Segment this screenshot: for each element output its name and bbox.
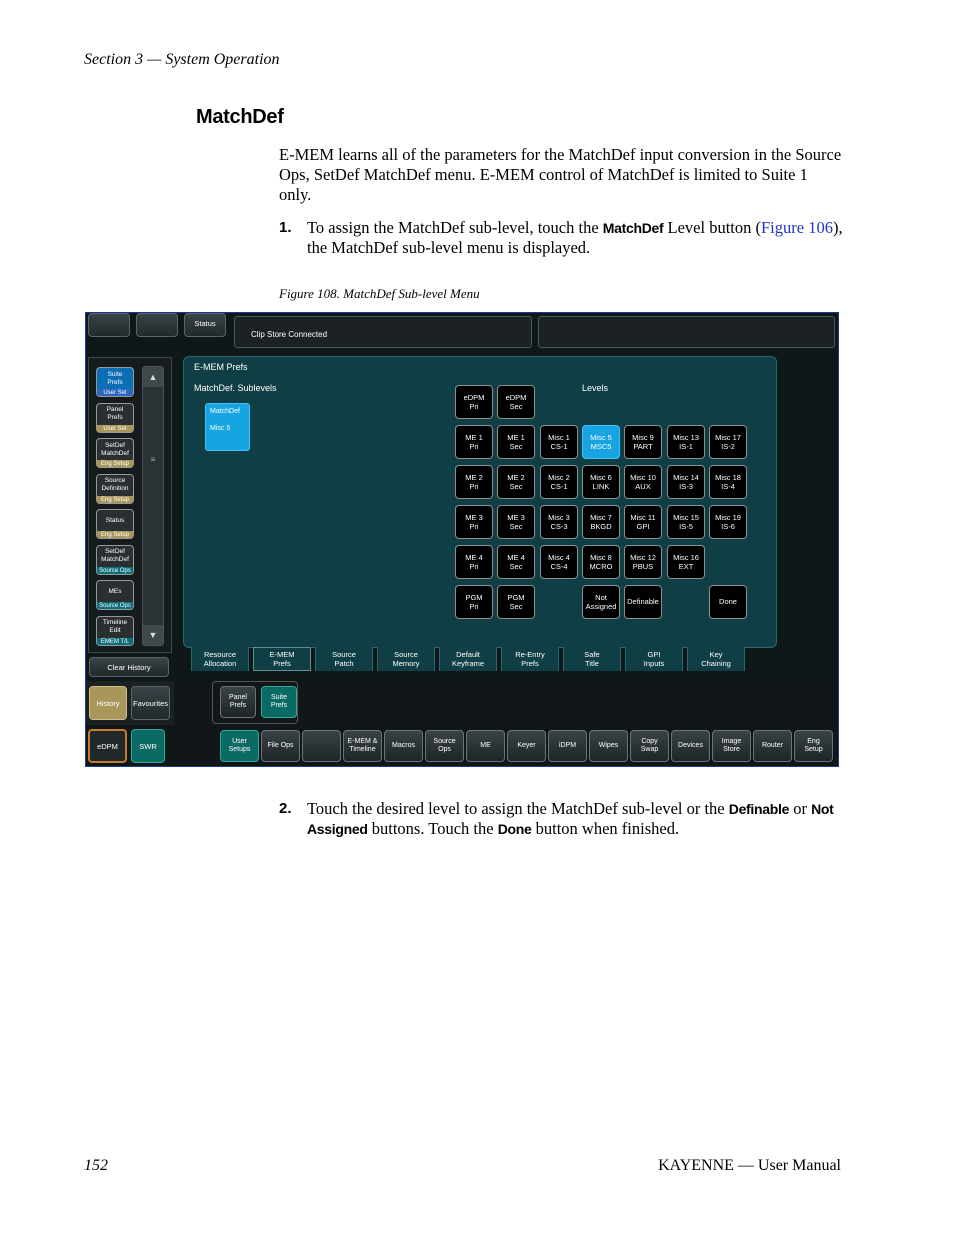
- history-label: History: [96, 698, 120, 708]
- button-label-line-1: E-MEM &: [347, 737, 378, 745]
- section-header: Section 3 — System Operation: [84, 51, 280, 68]
- tab-re-entry-prefs[interactable]: [501, 647, 559, 671]
- tab-default-keyframe[interactable]: [439, 647, 497, 671]
- button-label-line-2: Pri: [469, 442, 479, 451]
- sidebar-item-line-1: MEs: [108, 587, 122, 595]
- sidebar-item-category: EMEM T/L: [97, 638, 133, 646]
- sidebar-item-suite-prefs[interactable]: [96, 367, 134, 397]
- nav-file-ops-button[interactable]: [261, 730, 300, 762]
- button-label-line-1: Router: [761, 741, 783, 749]
- status-message: Clip Store Connected: [251, 330, 328, 339]
- figure-caption: Figure 108. MatchDef Sub-level Menu: [279, 286, 480, 301]
- sidebar-item-mes[interactable]: [96, 580, 134, 610]
- sidebar-item-line-2: MatchDef: [101, 556, 129, 563]
- panel-title: E-MEM Prefs: [194, 362, 248, 372]
- level-me-1-sec-button[interactable]: [497, 425, 535, 459]
- sidebar-item-line-1: Status: [105, 516, 125, 524]
- button-label-line-1: Key: [709, 650, 723, 659]
- button-label-line-1: Done: [719, 597, 737, 607]
- top-blank-button-1[interactable]: [88, 313, 130, 337]
- level-me-2-pri-button[interactable]: [455, 465, 493, 499]
- level-definable-button[interactable]: [624, 585, 662, 619]
- button-label-line-2: Pri: [469, 562, 479, 571]
- button-label-line-2: Sec: [509, 522, 523, 531]
- status-label: Status: [194, 319, 216, 328]
- favourites-button[interactable]: [131, 686, 170, 720]
- button-label-line-2: CS-3: [550, 522, 568, 531]
- scroll-up-icon[interactable]: ▲: [143, 367, 163, 387]
- edpm-button[interactable]: [88, 729, 127, 763]
- button-label-line-2: Pri: [469, 602, 479, 611]
- level-me-4-pri-button[interactable]: [455, 545, 493, 579]
- button-label-line-1: PGM: [507, 592, 525, 602]
- sublevel-label: MatchDef: [210, 408, 240, 415]
- favourites-label: Favourites: [132, 698, 168, 708]
- level-pgm-sec-button[interactable]: [497, 585, 535, 619]
- button-label-line-2: CS-4: [550, 562, 568, 571]
- button-label-line-2: CS-1: [550, 482, 568, 491]
- sidebar-item-category: Eng Setup: [97, 531, 133, 539]
- level-me-4-sec-button[interactable]: [497, 545, 535, 579]
- nav-e-mem-timeline-button[interactable]: [343, 730, 382, 762]
- button-label-line-2: Setup: [804, 746, 823, 753]
- button-label-line-2: Keyframe: [451, 659, 485, 668]
- level-edpm-sec-button[interactable]: [497, 385, 535, 419]
- not-assigned-keyword: Not Assigned: [307, 801, 834, 837]
- button-label-line-2: BKGD: [590, 522, 612, 531]
- nav-me-button[interactable]: [466, 730, 505, 762]
- sidebar-item-line-1: SetDef: [105, 441, 125, 449]
- button-label-line-2: Prefs: [521, 659, 539, 668]
- button-label-line-2: Timeline: [349, 746, 376, 753]
- sidebar-item-line-1: Timeline: [102, 619, 128, 626]
- button-label-line-1: Panel: [229, 693, 247, 701]
- button-label-line-1: Eng: [807, 737, 820, 745]
- button-label-line-1: GPI: [647, 650, 661, 659]
- sidebar-item-setdef-matchdef[interactable]: [96, 545, 134, 575]
- tab-safe-title[interactable]: [563, 647, 621, 671]
- button-label-line-2: Pri: [469, 402, 479, 411]
- button-label-line-2: Inputs: [643, 659, 665, 668]
- sublevel-value: Misc 5: [210, 425, 231, 432]
- sidebar-item-title: [97, 475, 133, 496]
- step-1: [279, 218, 844, 258]
- nav-idpm-button[interactable]: [548, 730, 587, 762]
- level-misc-4-cs-4-button[interactable]: [540, 545, 578, 579]
- button-label-line-1: PGM: [465, 592, 483, 602]
- done-keyword: Done: [497, 821, 532, 837]
- button-label-line-2: Sec: [509, 562, 523, 571]
- step-2-number: 2.: [279, 800, 292, 817]
- button-label-line-2: IS-2: [721, 442, 735, 451]
- status-button[interactable]: [184, 313, 226, 337]
- button-label-line-2: Swap: [640, 746, 659, 753]
- step-2-text-2: or: [789, 799, 812, 818]
- subtab-panel-prefs[interactable]: [220, 686, 256, 718]
- button-label-line-2: Patch: [334, 659, 354, 668]
- button-label-line-2: PBUS: [632, 562, 654, 571]
- edpm-label: eDPM: [97, 741, 118, 751]
- tab-source-memory[interactable]: [377, 647, 435, 671]
- nav-keyer-button[interactable]: [507, 730, 546, 762]
- level-edpm-pri-button[interactable]: [455, 385, 493, 419]
- sidebar-item-category: Eng Setup: [97, 460, 133, 468]
- step-2-text-3: buttons. Touch the: [367, 819, 498, 838]
- tab-resource-allocation[interactable]: [191, 647, 249, 671]
- clear-history-button[interactable]: [89, 657, 169, 677]
- button-label-line-2: Sec: [509, 482, 523, 491]
- button-label-line-1: Misc 9: [632, 432, 654, 442]
- top-blank-button-2[interactable]: [136, 313, 178, 337]
- button-label-line-1: File Ops: [267, 741, 294, 749]
- button-label-line-2: Memory: [392, 659, 420, 668]
- button-label-line-1: Image: [721, 737, 742, 745]
- button-label-line-2: Pri: [469, 522, 479, 531]
- definable-keyword: Definable: [728, 801, 790, 817]
- sidebar-item-panel-prefs[interactable]: [96, 403, 134, 433]
- sidebar-item-source-definition[interactable]: [96, 474, 134, 504]
- nav-copy-swap-button[interactable]: [630, 730, 669, 762]
- button-label-line-2: Store: [723, 746, 740, 753]
- button-label-line-2: IS-6: [721, 522, 735, 531]
- sidebar-item-title: [97, 581, 133, 602]
- nav-wipes-button[interactable]: [589, 730, 628, 762]
- sublevel-matchdef-misc5[interactable]: [205, 403, 250, 451]
- button-label-line-1: ME: [480, 741, 491, 749]
- step-2-text-1: Touch the desired level to assign the MatchDef sub-level or the: [307, 799, 729, 818]
- button-label-line-2: IS-5: [679, 522, 693, 531]
- button-label-line-1: Misc 16: [673, 552, 699, 562]
- level-misc-19-is-6-button[interactable]: [709, 505, 747, 539]
- button-label-line-1: ME 4: [507, 552, 525, 562]
- step-1-text-end: ), the MatchDef sub-level menu is displayed.: [307, 218, 843, 257]
- button-label-line-2: Pri: [469, 482, 479, 491]
- button-label-line-1: Not: [595, 592, 607, 602]
- button-label-line-1: Definable: [627, 597, 659, 607]
- button-label-line-2: IS-3: [679, 482, 693, 491]
- button-label-line-1: Misc 11: [630, 512, 656, 522]
- button-label-line-2: CS-1: [550, 442, 568, 451]
- sidebar-item-line-1: Source: [104, 477, 126, 484]
- sidebar-item-line-1: SetDef: [105, 548, 125, 555]
- sidebar-item-title: [97, 404, 133, 425]
- nav-image-store-button[interactable]: [712, 730, 751, 762]
- level-misc-17-is-2-button[interactable]: [709, 425, 747, 459]
- step-2: [279, 799, 844, 839]
- button-label-line-1: Source: [433, 737, 456, 745]
- sidebar-item-category: User Set: [97, 389, 133, 397]
- button-label-line-1: Source: [394, 650, 418, 659]
- button-label-line-2: Assigned: [585, 602, 617, 611]
- status-box-2: [538, 316, 835, 348]
- button-label-line-2: LINK: [592, 482, 610, 491]
- button-label-line-1: Misc 6: [590, 472, 612, 482]
- sidebar-item-category: Source Ops: [97, 567, 133, 575]
- matchdef-keyword: MatchDef: [602, 220, 664, 236]
- button-label-line-1: ME 2: [465, 472, 483, 482]
- level-misc-8-mcro-button[interactable]: [582, 545, 620, 579]
- sidebar-item-setdef-matchdef[interactable]: [96, 438, 134, 468]
- nav-eng-setup-button[interactable]: [794, 730, 833, 762]
- button-label-line-1: Misc 8: [590, 552, 612, 562]
- nav-user-setups-button[interactable]: [220, 730, 259, 762]
- level-misc-7-bkgd-button[interactable]: [582, 505, 620, 539]
- level-misc-5-msc5-button[interactable]: [582, 425, 620, 459]
- sidebar-item-line-2: Prefs: [107, 414, 123, 421]
- clear-history-label: Clear History: [107, 662, 151, 672]
- sidebar-item-title: [97, 510, 133, 531]
- button-label-line-1: eDPM: [463, 392, 485, 402]
- step-2-text-4: button when finished.: [531, 819, 680, 838]
- button-label-line-1: Safe: [584, 650, 600, 659]
- button-label-line-2: Sec: [509, 402, 523, 411]
- button-label-line-1: User: [232, 737, 247, 745]
- level-me-3-sec-button[interactable]: [497, 505, 535, 539]
- button-label-line-2: AUX: [635, 482, 651, 491]
- button-label-line-1: Misc 2: [548, 472, 570, 482]
- button-label-line-2: Allocation: [203, 659, 237, 668]
- step-1-text-mid: Level button (: [663, 218, 761, 237]
- button-label-line-2: MSC5: [590, 442, 612, 451]
- level-me-1-pri-button[interactable]: [455, 425, 493, 459]
- sidebar-item-category: User Set: [97, 425, 133, 433]
- button-label-line-1: Misc 5: [590, 432, 612, 442]
- nav-macros-button[interactable]: [384, 730, 423, 762]
- level-misc-14-is-3-button[interactable]: [667, 465, 705, 499]
- button-label-line-1: Keyer: [517, 741, 536, 749]
- button-label-line-1: Source: [332, 650, 356, 659]
- button-label-line-2: EXT: [678, 562, 694, 571]
- level-misc-2-cs-1-button[interactable]: [540, 465, 578, 499]
- button-label-line-1: Misc 3: [548, 512, 570, 522]
- emem-prefs-panel: [183, 356, 777, 648]
- status-message-box: [234, 316, 532, 348]
- swr-button[interactable]: [131, 729, 165, 763]
- button-label-line-2: Prefs: [273, 659, 291, 668]
- level-misc-1-cs-1-button[interactable]: [540, 425, 578, 459]
- swr-label: SWR: [139, 741, 157, 751]
- tab-gpi-inputs[interactable]: [625, 647, 683, 671]
- scroll-down-icon[interactable]: ▼: [143, 625, 163, 645]
- button-label-line-2: Setups: [228, 746, 251, 753]
- sidebar-item-title: [97, 617, 133, 638]
- level-me-2-sec-button[interactable]: [497, 465, 535, 499]
- button-label-line-1: Misc 7: [590, 512, 612, 522]
- sidebar-item-line-2: Definition: [101, 485, 129, 492]
- level-done-button[interactable]: [709, 585, 747, 619]
- sidebar-item-title: [97, 368, 133, 389]
- sidebar-item-category: Source Ops: [97, 602, 133, 610]
- button-label-line-1: Misc 15: [673, 512, 699, 522]
- button-label-line-1: ME 1: [507, 432, 525, 442]
- level-not-assigned-button[interactable]: [582, 585, 620, 619]
- level-misc-9-part-button[interactable]: [624, 425, 662, 459]
- matchdef-sublevel-menu-figure: [85, 312, 839, 767]
- level-misc-3-cs-3-button[interactable]: [540, 505, 578, 539]
- button-label-line-1: eDPM: [505, 392, 527, 402]
- button-label-line-1: Resource: [203, 650, 237, 659]
- step-1-number: 1.: [279, 219, 292, 236]
- button-label-line-1: iDPM: [558, 741, 577, 749]
- button-label-line-2: IS-1: [679, 442, 693, 451]
- sublevels-title: MatchDef. Sublevels: [194, 383, 277, 393]
- button-label-line-2: Sec: [509, 442, 523, 451]
- button-label-line-1: Default: [456, 650, 480, 659]
- sidebar-item-timeline-edit[interactable]: [96, 616, 134, 646]
- tab-e-mem-prefs[interactable]: [253, 647, 311, 671]
- button-label-line-2: Chaining: [701, 659, 731, 668]
- button-label-line-1: ME 4: [465, 552, 483, 562]
- subtab-suite-prefs[interactable]: [261, 686, 297, 718]
- button-label-line-2: GPI: [636, 522, 650, 531]
- button-label-line-1: ME 3: [465, 512, 483, 522]
- nav-source-ops-button[interactable]: [425, 730, 464, 762]
- figure-106-link[interactable]: Figure 106: [761, 218, 833, 237]
- manual-title: KAYENNE — User Manual: [658, 1157, 841, 1174]
- button-label-line-1: ME 1: [465, 432, 483, 442]
- level-misc-11-gpi-button[interactable]: [624, 505, 662, 539]
- button-label-line-1: Misc 1: [548, 432, 570, 442]
- sidebar-item-category: Eng Setup: [97, 496, 133, 504]
- button-label-line-2: Sec: [509, 602, 523, 611]
- button-label-line-1: Macros: [392, 741, 415, 749]
- button-label-line-2: Prefs: [270, 702, 288, 709]
- button-label-line-1: Misc 10: [630, 472, 656, 482]
- level-misc-6-link-button[interactable]: [582, 465, 620, 499]
- button-label-line-2: IS-4: [721, 482, 735, 491]
- button-label-line-1: Misc 12: [630, 552, 656, 562]
- sidebar-item-line-1: Panel: [106, 406, 124, 413]
- button-label-line-1: Misc 19: [715, 512, 741, 522]
- button-label-line-1: Misc 13: [673, 432, 699, 442]
- level-misc-12-pbus-button[interactable]: [624, 545, 662, 579]
- button-label-line-1: E-MEM: [269, 650, 295, 659]
- button-label-line-1: ME 2: [507, 472, 525, 482]
- button-label-line-2: Title: [585, 659, 599, 668]
- levels-title: Levels: [582, 383, 609, 393]
- step-1-text: To assign the MatchDef sub-level, touch the: [307, 218, 603, 237]
- page-number: 152: [84, 1157, 108, 1174]
- button-label-line-2: PART: [633, 442, 653, 451]
- sidebar-item-status[interactable]: [96, 509, 134, 539]
- button-label-line-1: Misc 18: [715, 472, 741, 482]
- scroll-grip-icon[interactable]: ≡: [150, 455, 156, 464]
- button-label-line-1: Misc 17: [715, 432, 741, 442]
- sidebar-item-line-2: MatchDef: [101, 449, 129, 457]
- page-heading: MatchDef: [196, 106, 284, 128]
- button-label-line-1: Misc 14: [673, 472, 699, 482]
- button-label-line-1: Copy: [641, 737, 658, 745]
- level-misc-13-is-1-button[interactable]: [667, 425, 705, 459]
- level-pgm-pri-button[interactable]: [455, 585, 493, 619]
- nav-devices-button[interactable]: [671, 730, 710, 762]
- button-label-line-2: Ops: [438, 746, 451, 753]
- button-label-line-1: ME 3: [507, 512, 525, 522]
- button-label-line-1: Re-Entry: [515, 650, 545, 659]
- nav-blank-button[interactable]: [302, 730, 341, 762]
- sidebar-item-line-1: Suite: [107, 370, 123, 378]
- button-label-line-1: Misc 4: [548, 552, 570, 562]
- tab-key-chaining[interactable]: [687, 647, 745, 671]
- intro-paragraph: E-MEM learns all of the parameters for the MatchDef input conversion in the Source Ops, SetDef MatchDef menu. E-MEM control of MatchDef is limited to Suite 1 only.: [279, 145, 842, 204]
- nav-router-button[interactable]: [753, 730, 792, 762]
- sidebar-item-line-2: Edit: [109, 627, 121, 634]
- sidebar-item-line-2: Prefs: [107, 378, 123, 386]
- button-label-line-2: Prefs: [229, 702, 247, 709]
- button-label-line-1: Suite: [271, 693, 287, 701]
- sidebar-item-title: [97, 546, 133, 567]
- sidebar-item-title: [97, 439, 133, 460]
- button-label-line-2: MCRO: [589, 562, 613, 571]
- tab-source-patch[interactable]: [315, 647, 373, 671]
- level-misc-10-aux-button[interactable]: [624, 465, 662, 499]
- level-misc-18-is-4-button[interactable]: [709, 465, 747, 499]
- level-me-3-pri-button[interactable]: [455, 505, 493, 539]
- history-button[interactable]: [89, 686, 127, 720]
- button-label-line-1: Wipes: [598, 741, 619, 749]
- level-misc-16-ext-button[interactable]: [667, 545, 705, 579]
- sidebar-scrollbar[interactable]: [142, 366, 164, 646]
- button-label-line-1: Devices: [678, 741, 703, 749]
- level-misc-15-is-5-button[interactable]: [667, 505, 705, 539]
